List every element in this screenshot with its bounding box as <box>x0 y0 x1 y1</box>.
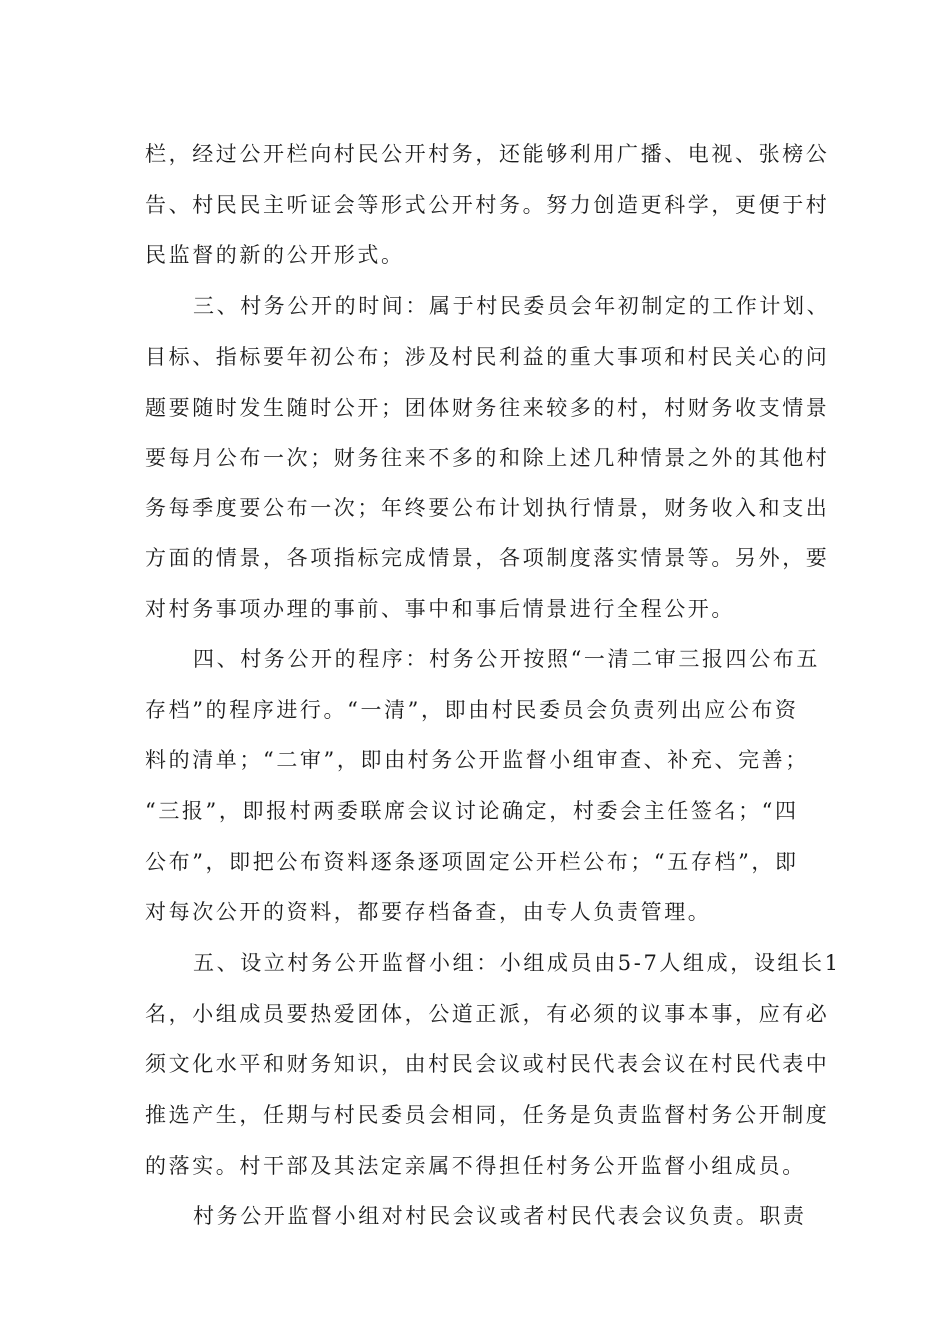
text-line: 要每月公布一次；财务往来不多的和除上述几种情景之外的其他村 <box>145 446 830 470</box>
text-line: 名，小组成员要热爱团体，公道正派，有必须的议事本事，应有必 <box>145 1002 830 1026</box>
text-line: 题要随时发生随时公开；团体财务往来较多的村，村财务收支情景 <box>145 396 830 420</box>
text-line: 的落实。村干部及其法定亲属不得担任村务公开监督小组成员。 <box>145 1154 806 1178</box>
text-line: 民监督的新的公开形式。 <box>145 243 405 267</box>
text-line: 推选产生，任期与村民委员会相同，任务是负责监督村务公开制度 <box>145 1103 830 1127</box>
text-line: 须文化水平和财务知识，由村民会议或村民代表会议在村民代表中 <box>145 1052 830 1076</box>
text-line: 告、村民民主听证会等形式公开村务。努力创造更科学，更便于村 <box>145 193 830 217</box>
text-line: 四、村务公开的程序：村务公开按照“一清二审三报四公布五 <box>193 647 820 671</box>
text-line: 五、设立村务公开监督小组：小组成员由5-7人组成，设组长1 <box>193 951 841 975</box>
text-line: 公布”，即把公布资料逐条逐项固定公开栏公布；“五存档”，即 <box>145 850 799 874</box>
text-line: 三、村务公开的时间：属于村民委员会年初制定的工作计划、 <box>193 294 831 318</box>
text-line: 栏，经过公开栏向村民公开村务，还能够利用广播、电视、张榜公 <box>145 142 830 166</box>
text-line: 村务公开监督小组对村民会议或者村民代表会议负责。职责 <box>193 1204 807 1228</box>
text-line: “三报”，即报村两委联席会议讨论确定，村委会主任签名；“四 <box>145 799 799 823</box>
text-line: 对村务事项办理的事前、事中和事后情景进行全程公开。 <box>145 597 735 621</box>
text-line: 方面的情景，各项指标完成情景，各项制度落实情景等。另外，要 <box>145 546 830 570</box>
text-line: 存档”的程序进行。“一清”，即由村民委员会负责列出应公布资 <box>145 698 799 722</box>
text-line: 目标、指标要年初公布；涉及村民利益的重大事项和村民关心的问 <box>145 345 830 369</box>
text-line: 料的清单；“二审”，即由村务公开监督小组审查、补充、完善； <box>145 748 809 772</box>
text-line: 对每次公开的资料，都要存档备查，由专人负责管理。 <box>145 900 712 924</box>
text-line: 务每季度要公布一次；年终要公布计划执行情景，财务收入和支出 <box>145 496 830 520</box>
